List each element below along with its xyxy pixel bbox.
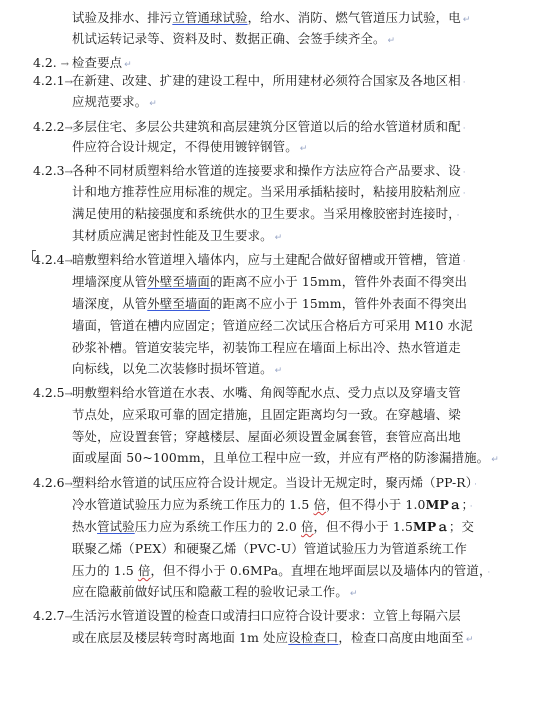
clause-line: 应规范要求。 ↵ [72, 94, 157, 109]
paragraph-mark-icon: ↵ [465, 635, 474, 645]
line-mark-icon: · [469, 502, 473, 512]
line-mark-icon: · [462, 168, 466, 178]
clause-number-4-2-7: 4.2.7→ [33, 608, 73, 623]
clause-line: 多层住宅、多层公共建筑和高层建筑分区管道以后的给水管道材质和配 · [72, 119, 466, 134]
line-mark-icon: · [487, 568, 491, 578]
tab-arrow-icon: → [64, 123, 73, 134]
intro-text-rest: ，给水、消防、燃气管道压力试验，电 [247, 10, 461, 25]
paragraph-mark-icon: ↵ [274, 366, 283, 376]
clause-line: 热水管试验压力应为系统工作压力的 2.0 倍，但不得小于 1.5MPａ；交 [72, 519, 475, 534]
tab-arrow-icon: → [64, 167, 73, 178]
tab-arrow-icon: → [64, 256, 73, 267]
line-mark-icon: · [462, 189, 466, 199]
underlined-term: 设检查口 [288, 630, 339, 645]
clause-number-4-2-6: 4.2.6→ [33, 475, 73, 490]
intro-text: 机试运转记录等、资料及时、数据正确、会签手续齐全。 [72, 31, 386, 46]
paragraph-mark-icon: ↵ [387, 36, 396, 46]
paragraph-mark-icon: ↵ [349, 589, 358, 599]
clause-line: 塑料给水管道的试压应符合设计规定。当设计无规定时，聚丙烯（PP-R） · [72, 475, 478, 490]
underlined-term: 立管通球试验 [172, 10, 248, 25]
tab-arrow-icon: → [64, 77, 73, 88]
clause-line: 或在底层及楼层转弯时离地面 1m 处应设检查口，检查口高度由地面至 ↵ [72, 630, 474, 645]
clause-line: 在新建、改建、扩建的建设工程中，所用建材必须符合国家及各地区相 · [72, 73, 466, 88]
intro-line-2 [72, 31, 395, 49]
clause-number-4-2-2: 4.2.2→ [33, 119, 73, 134]
intro-text: 试验及排水、排污 [72, 10, 173, 25]
clause-line: 向标线，以免二次装修时损坏管道。 ↵ [72, 361, 283, 376]
clause-line: 等处，应设置套管；穿越楼层、屋面必须设置金属套管，套管应高出地 [72, 429, 461, 444]
intro-line-1 [72, 10, 470, 28]
line-mark-icon: · [462, 78, 466, 88]
tab-arrow-icon: → [64, 479, 73, 490]
clause-number-4-2-1: 4.2.1→ [33, 73, 73, 88]
clause-line: 墙深度，从管外壁至墙面的距离不应小于 15mm，管件外表面不得突出 [72, 296, 468, 311]
paragraph-mark-icon: ↵ [462, 15, 471, 25]
underlined-term: 外壁至墙面 [147, 274, 210, 289]
spellcheck-underline: 倍 [137, 563, 151, 578]
clause-line: 面或屋面 50~100mm，且单位工程中应一致，并应有严格的防渗漏措施。 ↵ [72, 450, 499, 465]
underlined-term: 外壁至墙面 [147, 296, 210, 311]
clause-number-4-2-4: 4.2.4→ [33, 252, 73, 267]
paragraph-mark-icon: ↵ [124, 60, 132, 70]
clause-line: 满足使用的粘接强度和系统供水的卫生要求。当采用橡胶密封连接时， · [72, 206, 460, 221]
clause-line: 生活污水管道设置的检查口或清扫口应符合设计要求：立管上每隔六层 [72, 608, 461, 623]
underlined-term: 管试验 [97, 519, 135, 534]
clause-line: 埋墙深度从管外壁至墙面的距离不应小于 15mm，管件外表面不得突出 [72, 274, 468, 289]
clause-line: 明敷塑料给水管道在水表、水嘴、角阀等配水点、受力点以及穿墙支管 [72, 385, 461, 400]
spellcheck-underline: 倍 [313, 497, 327, 512]
clause-line: 暗敷塑料给水管道埋入墙体内，应与土建配合做好留槽或开管槽，管道 · [72, 252, 466, 267]
clause-line: 墙面，管道在槽内应固定；管道应经二次试压合格后方可采用 M10 水泥 [72, 318, 473, 333]
line-mark-icon: · [456, 211, 460, 221]
heading-text: 检查要点 [72, 55, 123, 70]
paragraph-mark-icon: ↵ [299, 144, 308, 154]
clause-line: 联聚乙烯（PEX）和硬聚乙烯（PVC-U）管道试验压力为管道系统工作 [72, 541, 467, 556]
line-mark-icon: · [474, 480, 478, 490]
tab-arrow-icon: → [64, 389, 73, 400]
section-heading [72, 55, 132, 73]
clause-number-4-2-5: 4.2.5→ [33, 385, 73, 400]
clause-line: 计和地方推荐性应用标准的规定。当采用承插粘接时，粘接用胶粘剂应 · [72, 184, 466, 199]
clause-number-4-2-3: 4.2.3→ [33, 163, 73, 178]
clause-line: 压力的 1.5 倍，但不得小于 0.6MPa。直埋在地坪面层以及墙体内的管道， · [72, 563, 491, 578]
paragraph-mark-icon: ↵ [274, 233, 283, 243]
line-mark-icon: · [462, 257, 466, 267]
paragraph-mark-icon: ↵ [149, 99, 157, 109]
clause-line: 应在隐蔽前做好试压和隐蔽工程的验收记录工作。 ↵ [72, 584, 358, 599]
clause-line: 件应符合设计规定，不得使用镀锌钢管。 ↵ [72, 139, 308, 154]
tab-arrow-icon: → [64, 612, 73, 623]
clause-line: 节点处，应采取可靠的固定措施，且固定距离均匀一致。在穿越墙、梁 [72, 407, 461, 422]
clause-line: 砂浆补槽。管道安装完毕，初装饰工程应在墙面上标出冷、热水管道走 [72, 340, 461, 355]
paragraph-mark-icon: ↵ [491, 455, 499, 465]
spellcheck-underline: 倍 [301, 519, 314, 534]
line-mark-icon: · [462, 124, 466, 134]
section-number: 4.2. → [33, 55, 69, 70]
clause-line: 其材质应满足密封性能及卫生要求。 ↵ [72, 228, 283, 243]
tab-arrow-icon: → [60, 59, 69, 70]
clause-line: 冷水管道试验压力应为系统工作压力的 1.5 倍，但不得小于 1.0MPａ； · [72, 497, 473, 512]
clause-line: 各种不同材质塑料给水管道的连接要求和操作方法应符合产品要求、设 · [72, 163, 466, 178]
